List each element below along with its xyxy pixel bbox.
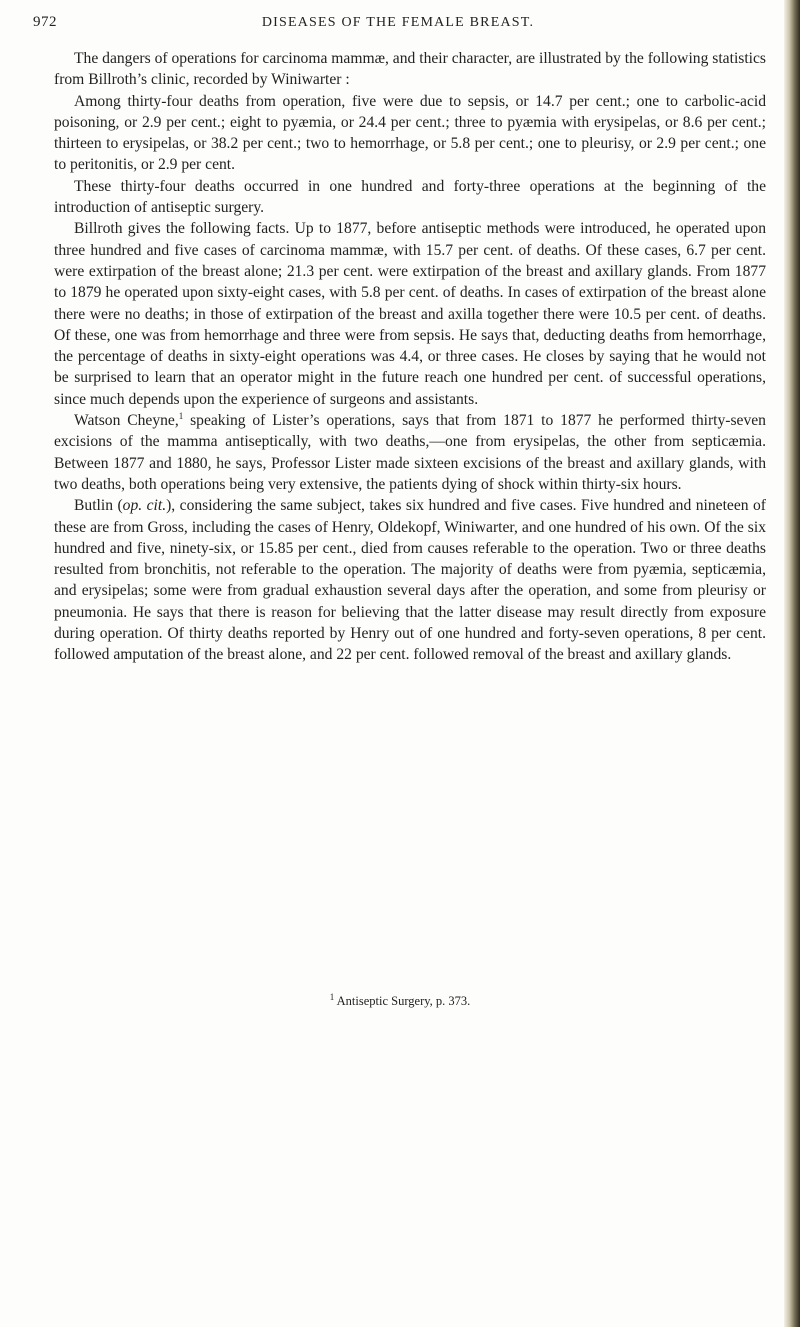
- footnote: [0, 991, 800, 1009]
- paragraph-thirty-four-deaths: These thirty-four deaths occurred in one hundred and forty-three operations at the beginning of the introduction of antiseptic surgery.: [54, 177, 766, 217]
- paragraph-billroth-facts: Billroth gives the following facts. Up to 1877, before antiseptic methods were introduced, he operated upon three hundred and five cases of carcinoma mammæ, with 15.7 per cent. of deaths. Of these cases, 6.7 per cent. were extirpation of the breast alone; 21.3 per cent. were extirpation of the breast and axillary glands. From 1877 to 1879 he operated upon sixty-eight cases, with 5.8 per cent. of deaths. In cases of extirpation of the breast alone there were no deaths; in those of extirpation of the breast and axilla together there were 10.5 per cent. of deaths. Of these, one was from hemorrhage and three were from sepsis. He says that, deducting deaths from hemorrhage, the percentage of deaths in sixty-eight operations was 4.4, or three cases. He closes by saying that he would not be surprised to learn that an operator might in the future reach one hundred per cent. of successful operations, since much depends upon the experience of surgeons and assistants.: [54, 220, 766, 408]
- watson-lead: Watson Cheyne,: [74, 412, 179, 430]
- paragraph-intro: The dangers of operations for carcinoma mammæ, and their character, are illustrated by the following statistics from Billroth’s clinic, recorded by Winiwarter :: [54, 50, 766, 89]
- running-title: DISEASES OF THE FEMALE BREAST.: [261, 15, 535, 30]
- butlin-lead: Butlin (: [74, 497, 123, 515]
- footnote-reference: 1: [178, 410, 184, 421]
- paragraph-death-causes: Among thirty-four deaths from operation, five were due to sepsis, or 14.7 per cent.; one to carbolic-acid poisoning, or 2.9 per cent.; eight to pyæmia, or 24.4 per cent.; three to pyæmia with erysipelas, or 8.6 per cent.; thirteen to erysipelas, or 38.2 per cent.; two to hemorrhage, or 5.8 per cent.; one to pleurisy, or 2.9 per cent.; one to peritonitis, or 2.9 per cent.: [54, 92, 766, 174]
- footnote-mark: 1: [329, 991, 335, 1002]
- butlin-rest: ), considering the same subject, takes six hundred and five cases. Five hundred and nineteen of these are from Gross, including the cases of Henry, Oldekopf, Winiwarter, and one hundred of his own. Of the six hundred and five, ninety-six, or 15.85 per cent., died from causes referable to the operation. Two or three deaths resulted from bronchitis, not referable to the operation. The majority of deaths were from pyæmia, septicæmia, and erysipelas; some were from gradual exhaustion several days after the operation, and some from pleurisy or pneumonia. He says that there is reason for believing that the latter disease may result directly from exposure during operation. Of thirty deaths reported by Henry out of one hundred and forty-seven operations, 8 per cent. followed amputation of the breast alone, and 22 per cent. followed removal of the breast and axillary glands.: [54, 497, 766, 664]
- page-number: 972: [33, 14, 57, 30]
- footnote-text: Antiseptic Surgery, p. 373.: [334, 994, 471, 1008]
- page-header: [33, 14, 763, 38]
- watson-rest: speaking of Lister’s operations, says that from 1871 to 1877 he performed thirty-seven excisions of the mamma antiseptically, with two deaths,—one from erysipelas, the other from septicæmia. Between 1877 and 1880, he says, Professor Lister made sixteen excisions of the breast and axillary glands, with two deaths, both operations being very extensive, the patients dying of shock within thirty-six hours.: [54, 412, 766, 493]
- page-edge-shadow: [784, 0, 800, 1327]
- paragraph-butlin: [54, 495, 766, 665]
- butlin-citation: op. cit.: [122, 497, 167, 515]
- body-text: [54, 48, 766, 666]
- paragraph-watson-cheyne: [54, 410, 766, 495]
